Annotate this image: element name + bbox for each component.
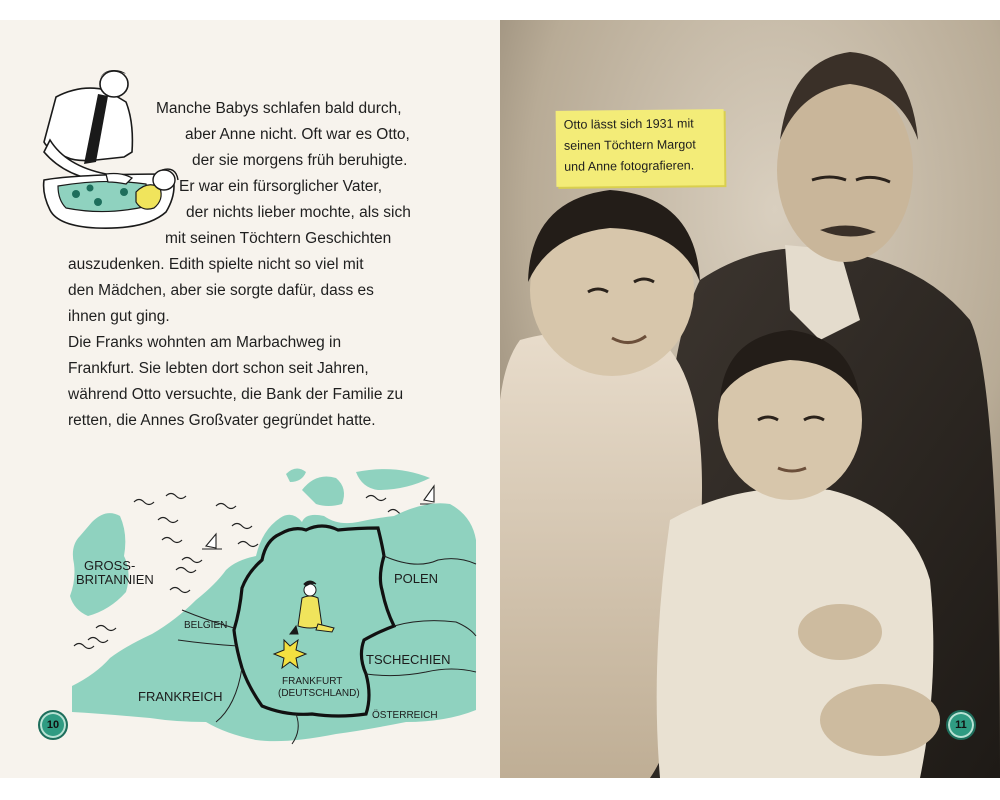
page-number-right: 11 bbox=[946, 710, 976, 740]
page-number-left: 10 bbox=[38, 710, 68, 740]
story-line: ihnen gut ging. bbox=[68, 308, 170, 325]
story-line: mit seinen Töchtern Geschichten bbox=[165, 230, 392, 247]
map-label-tschechien: TSCHECHIEN bbox=[366, 652, 451, 667]
story-line: der nichts lieber mochte, als sich bbox=[186, 204, 411, 221]
story-line: retten, die Annes Großvater gegründet hatte. bbox=[68, 412, 376, 429]
map-label-belgien: BELGIEN bbox=[184, 620, 228, 631]
story-line: aber Anne nicht. Oft war es Otto, bbox=[185, 126, 410, 143]
story-line: den Mädchen, aber sie sorgte dafür, dass es bbox=[68, 282, 374, 299]
caption-line: Otto lässt sich 1931 mit bbox=[563, 116, 694, 132]
story-text bbox=[0, 20, 500, 440]
caption-line: und Anne fotografieren. bbox=[564, 158, 695, 174]
map-label-frankreich: FRANKREICH bbox=[138, 689, 223, 704]
left-page bbox=[0, 20, 500, 778]
map-label-frankfurt-1: FRANKFURT bbox=[282, 676, 343, 687]
photo-caption bbox=[556, 109, 725, 187]
map-label-oesterreich: ÖSTERREICH bbox=[372, 710, 438, 721]
book-spread bbox=[0, 20, 1000, 778]
europe-map bbox=[66, 460, 486, 760]
map-label-gb-1: GROSS- bbox=[84, 558, 136, 573]
story-line: Frankfurt. Sie lebten dort schon seit Jahren, bbox=[68, 360, 369, 377]
map-label-frankfurt-2: (DEUTSCHLAND) bbox=[278, 688, 360, 699]
caption-line: seinen Töchtern Margot bbox=[563, 137, 696, 153]
story-line: Manche Babys schlafen bald durch, bbox=[156, 100, 402, 117]
story-line: auszudenken. Edith spielte nicht so viel mit bbox=[68, 256, 364, 273]
story-line: der sie morgens früh beruhigte. bbox=[192, 152, 408, 169]
story-line: Er war ein fürsorglicher Vater, bbox=[179, 178, 383, 195]
map-label-polen: POLEN bbox=[394, 571, 439, 586]
story-line: während Otto versuchte, die Bank der Familie zu bbox=[68, 386, 404, 403]
story-line: Die Franks wohnten am Marbachweg in bbox=[68, 334, 342, 351]
map-label-gb-2: BRITANNIEN bbox=[76, 572, 154, 587]
